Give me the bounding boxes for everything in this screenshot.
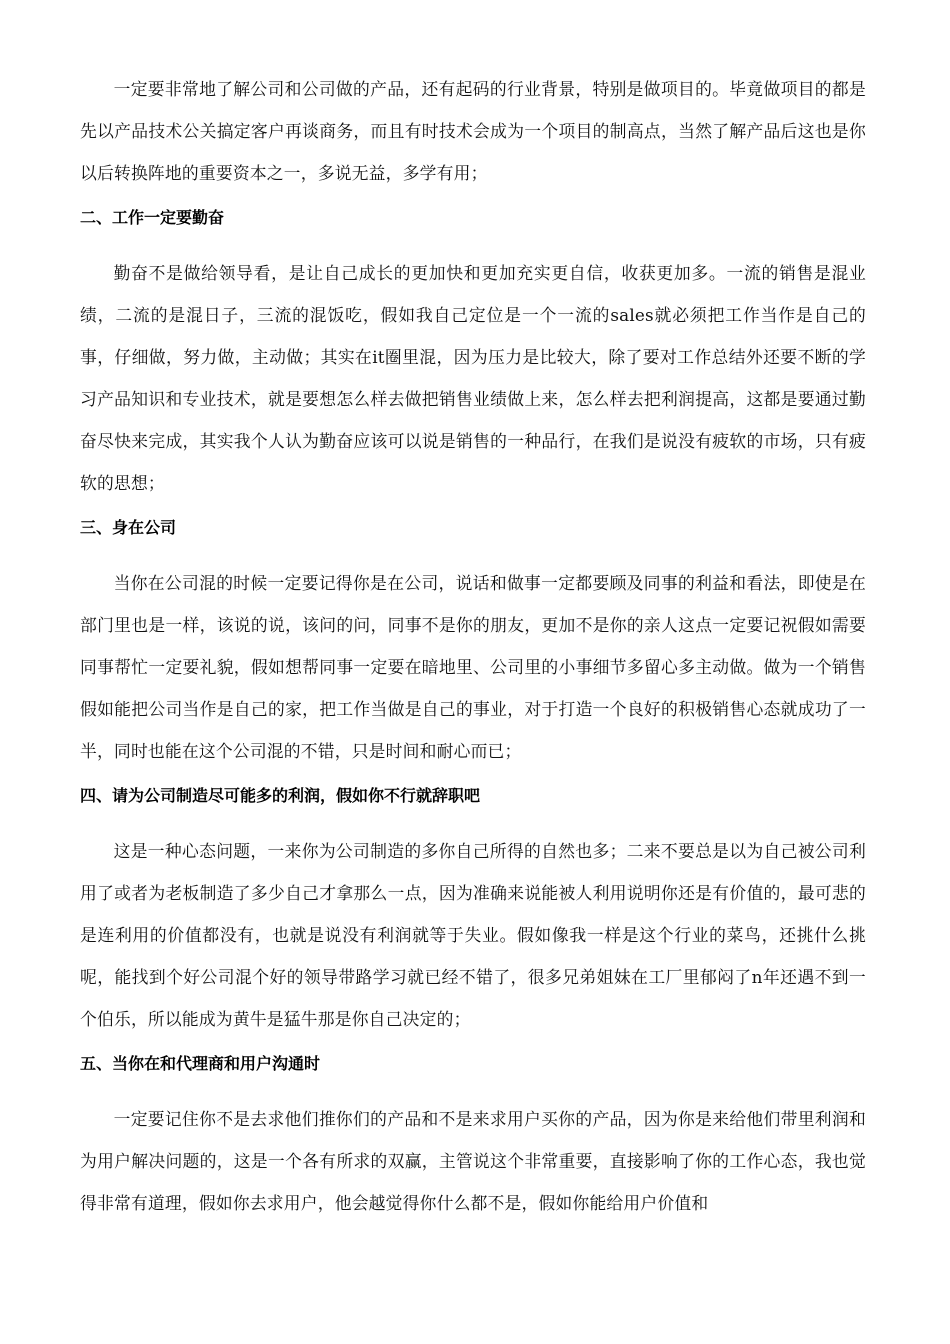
intro-paragraph: 一定要非常地了解公司和公司做的产品，还有起码的行业背景，特别是做项目的。毕竟做项目的都是先以产品技术公关搞定客户再谈商务，而且有时技术会成为一个项目的制高点，当然了解产品后这也是你以后转换阵地的重要资本之一，多说无益，多学有用； bbox=[80, 79, 866, 183]
section-paragraph-4: 这是一种心态问题，一来你为公司制造的多你自己所得的自然也多；二来不要总是以为自己被公司利用了或者为老板制造了多少自己才拿那么一点，因为准确来说能被人利用说明你还是有价值的，最可悲的是连利用的价值都没有，也就是说没有利润就等于失业。假如像我一样是这个行业的菜鸟，还挑什么挑呢，能找到个好公司混个好的领导带路学习就已经不错了，很多兄弟姐妹在工厂里郁闷了n年还遇不到一个伯乐，所以能成为黄牛是猛牛那是你自己决定的； bbox=[80, 841, 866, 1029]
section-paragraph-5: 一定要记住你不是去求他们推你们的产品和不是来求用户买你的产品，因为你是来给他们带里利润和为用户解决问题的，这是一个各有所求的双赢，主管说这个非常重要，直接影响了你的工作心态，我也觉得非常有道理，假如你去求用户，他会越觉得你什么都不是，假如你能给用户价值和 bbox=[80, 1109, 866, 1213]
section-heading-5: 五、当你在和代理商和用户沟通时 bbox=[80, 1054, 321, 1073]
section-paragraph-2: 勤奋不是做给领导看，是让自己成长的更加快和更加充实更自信，收获更加多。一流的销售是混业绩，二流的是混日子，三流的混饭吃，假如我自己定位是一个一流的sales就必须把工作当作是自己的事，仔细做，努力做，主动做；其实在it圈里混，因为压力是比较大，除了要对工作总结外还要不断的学习产品知识和专业技术，就是要想怎么样去做把销售业绩做上来，怎么样去把利润提高，这都是要通过勤奋尽快来完成，其实我个人认为勤奋应该可以说是销售的一种品行，在我们是说没有疲软的市场，只有疲软的思想； bbox=[80, 263, 866, 493]
section-paragraph-3: 当你在公司混的时候一定要记得你是在公司，说话和做事一定都要顾及同事的利益和看法，即使是在部门里也是一样，该说的说，该问的问，同事不是你的朋友，更加不是你的亲人这点一定要记祝假如需要同事帮忙一定要礼貌，假如想帮同事一定要在暗地里、公司里的小事细节多留心多主动做。做为一个销售假如能把公司当作是自己的家，把工作当做是自己的事业，对于打造一个良好的积极销售心态就成功了一半，同时也能在这个公司混的不错，只是时间和耐心而已； bbox=[80, 573, 866, 761]
section-heading-4: 四、请为公司制造尽可能多的利润，假如你不行就辞职吧 bbox=[80, 786, 481, 805]
section-heading-2: 二、工作一定要勤奋 bbox=[80, 208, 225, 227]
document-page bbox=[80, 68, 866, 1224]
section-heading-3: 三、身在公司 bbox=[80, 518, 177, 537]
